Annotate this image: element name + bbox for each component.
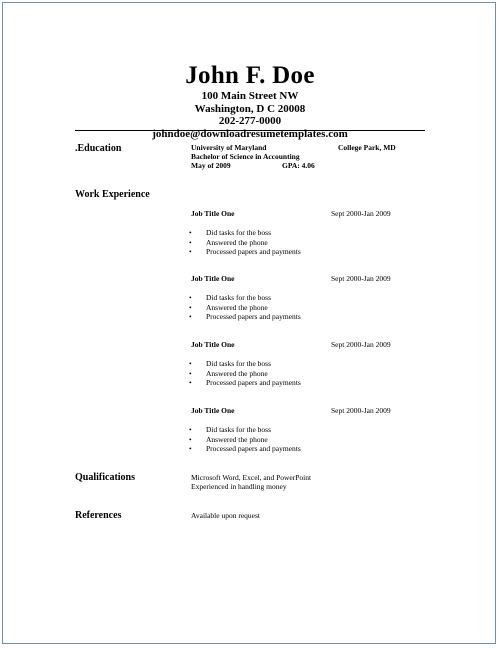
job-duties-list <box>189 359 301 388</box>
job-duty: • Answered the phone <box>189 303 301 313</box>
job-duty: • Processed papers and payments <box>189 312 301 322</box>
job-title: Job Title One <box>191 209 235 218</box>
qualification-item: Microsoft Word, Excel, and PowerPoint <box>191 473 312 482</box>
education-location: College Park, MD <box>338 143 396 152</box>
education-date: May of 2009 <box>191 161 231 170</box>
candidate-name: John F. Doe <box>185 62 315 89</box>
job-duty: • Processed papers and payments <box>189 444 301 454</box>
job-duty: • Processed papers and payments <box>189 378 301 388</box>
job-duty: • Answered the phone <box>189 369 301 379</box>
qualifications-heading: Qualifications <box>75 472 136 483</box>
references-text: Available upon request <box>191 511 261 520</box>
job-duty: • Answered the phone <box>189 435 301 445</box>
job-dates: Sept 2000-Jan 2009 <box>331 340 391 349</box>
education-school: University of Maryland <box>191 143 267 152</box>
email-line: johndoe@downloadresumetemplates.com <box>152 127 348 140</box>
job-duty: • Did tasks for the boss <box>189 425 301 435</box>
job-duty: • Did tasks for the boss <box>189 293 301 303</box>
job-duty: • Did tasks for the boss <box>189 228 301 238</box>
address-line: 100 Main Street NW <box>201 90 299 102</box>
references-heading: References <box>75 510 122 521</box>
job-duties-list <box>189 228 301 257</box>
job-dates: Sept 2000-Jan 2009 <box>331 274 391 283</box>
education-heading: .Education <box>75 143 122 154</box>
job-duty: • Processed papers and payments <box>189 247 301 257</box>
education-gpa: GPA: 4.06 <box>282 161 315 170</box>
job-duties-list <box>189 425 301 454</box>
job-duty: • Answered the phone <box>189 238 301 248</box>
job-duty: • Did tasks for the boss <box>189 359 301 369</box>
work-experience-heading: Work Experience <box>75 189 150 200</box>
resume-header <box>0 62 500 140</box>
phone-line: 202-277-0000 <box>218 115 282 127</box>
job-duties-list <box>189 293 301 322</box>
education-degree: Bachelor of Science in Accounting <box>191 152 300 161</box>
job-dates: Sept 2000-Jan 2009 <box>331 209 391 218</box>
city-line: Washington, D C 20008 <box>194 102 306 115</box>
header-divider <box>75 130 425 131</box>
job-dates: Sept 2000-Jan 2009 <box>331 406 391 415</box>
job-title: Job Title One <box>191 340 235 349</box>
qualification-item: Experienced in handling money <box>191 482 287 491</box>
job-title: Job Title One <box>191 274 235 283</box>
job-title: Job Title One <box>191 406 235 415</box>
